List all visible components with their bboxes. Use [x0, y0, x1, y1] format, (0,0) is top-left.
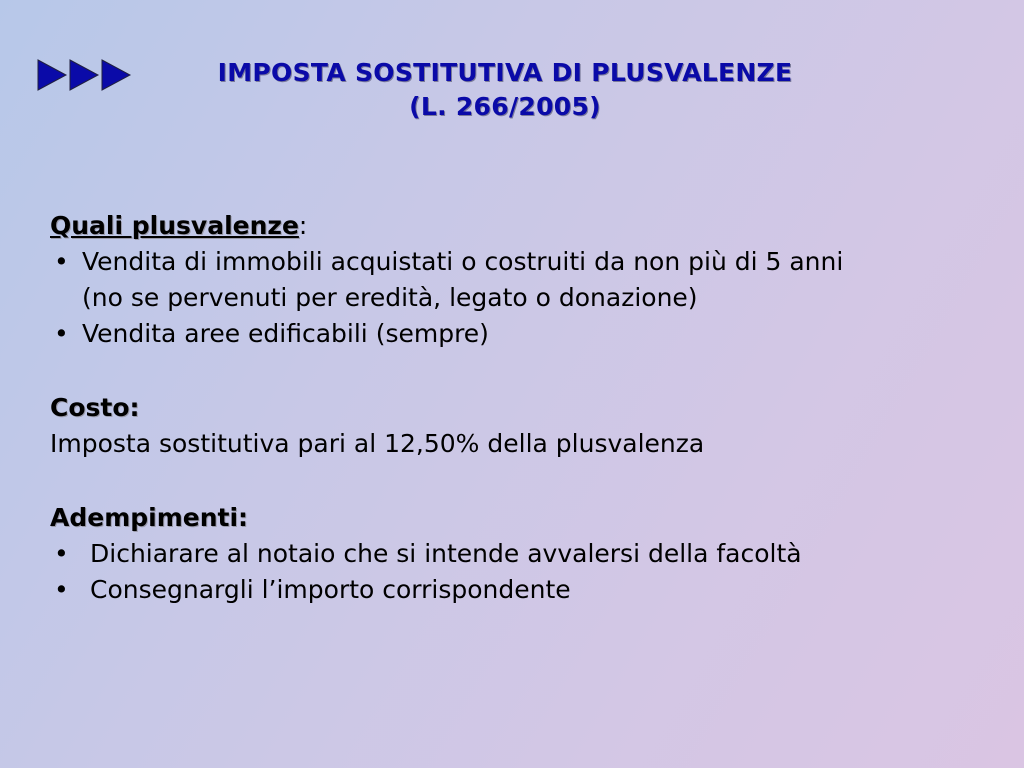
slide-body	[50, 208, 990, 608]
list-item-text: Vendita aree edificabili (sempre)	[82, 319, 489, 348]
list-item-text: Consegnargli l’importo corrispondente	[90, 575, 571, 604]
spacer	[50, 462, 990, 500]
section-adempimenti-heading: Adempimenti:	[50, 503, 249, 532]
costo-text: Imposta sostitutiva pari al 12,50% della plusvalenza	[50, 429, 705, 458]
bullet-dot: •	[54, 539, 69, 568]
slide-title-line2: (L. 266/2005)	[409, 92, 601, 121]
arrow-icon	[38, 60, 66, 90]
list-item	[50, 316, 990, 352]
spacer	[50, 352, 990, 390]
slide-title-line1: IMPOSTA SOSTITUTIVA DI PLUSVALENZE	[217, 58, 793, 87]
list-item-text-line2: (no se pervenuti per eredità, legato o donazione)	[82, 283, 698, 312]
arrow-icon	[102, 60, 130, 90]
quali-heading-colon: :	[298, 211, 308, 240]
slide-title	[150, 56, 860, 124]
bullet-dot: •	[54, 319, 69, 348]
triple-arrow-icon	[36, 57, 136, 93]
list-item	[50, 536, 990, 572]
section-quali-heading	[50, 208, 990, 244]
section-costo-heading: Costo:	[50, 393, 140, 422]
bullet-dot: •	[54, 575, 69, 604]
list-item-text: Dichiarare al notaio che si intende avvalersi della facoltà	[90, 539, 802, 568]
list-item	[50, 572, 990, 608]
list-item-text-line1: Vendita di immobili acquistati o costruiti da non più di 5 anni	[82, 247, 844, 276]
list-item	[50, 244, 990, 316]
bullet-dot: •	[54, 247, 69, 276]
arrow-icon	[70, 60, 98, 90]
quali-heading-text: Quali plusvalenze	[50, 211, 299, 240]
